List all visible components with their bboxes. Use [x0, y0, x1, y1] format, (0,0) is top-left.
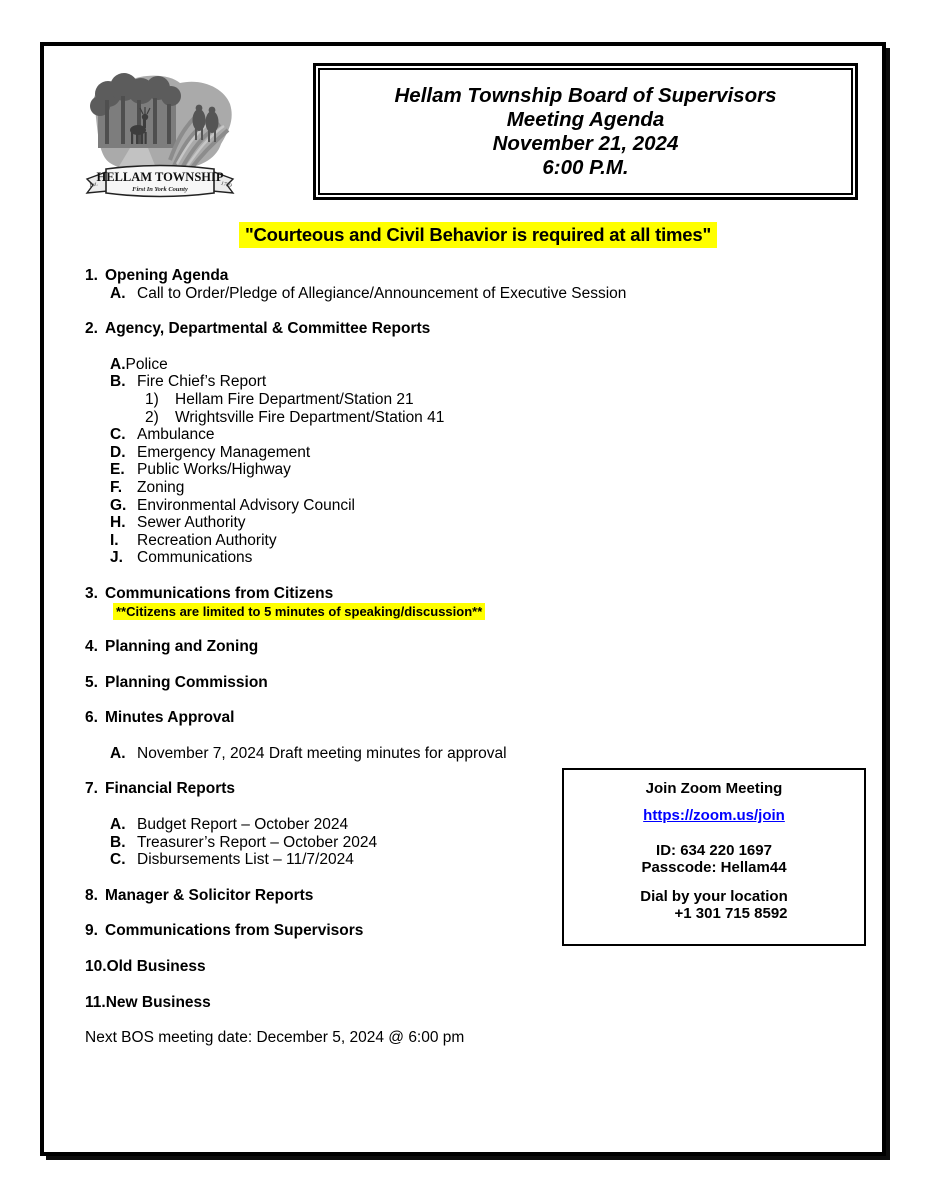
agenda-subitem	[110, 745, 645, 763]
page-border-frame	[40, 42, 886, 1156]
agenda-subitem-text: Ambulance	[137, 426, 215, 444]
zoom-panel-title: Join Zoom Meeting	[645, 780, 783, 797]
agenda-note-row	[113, 603, 645, 621]
agenda-subsubitem-text: Wrightsville Fire Department/Station 41	[175, 408, 445, 426]
agenda-item-title: Opening Agenda	[105, 267, 229, 284]
agenda-sublist	[85, 356, 645, 567]
agenda-item-number: 9.	[85, 922, 98, 940]
township-logo-image	[78, 68, 242, 214]
agenda-subitem	[110, 514, 645, 532]
agenda-subitem-label: B.	[110, 833, 126, 851]
agenda-subitem	[110, 479, 645, 497]
agenda-item-title: New Business	[105, 993, 211, 1011]
agenda-subitem	[110, 373, 645, 391]
agenda-subitem-label: E.	[110, 461, 125, 479]
agenda-item	[85, 585, 645, 603]
agenda-subitem-label: I.	[110, 531, 119, 549]
conduct-banner-row	[44, 222, 882, 248]
agenda-item	[85, 887, 645, 905]
agenda-subitem	[110, 444, 645, 462]
agenda-item-title: Planning and Zoning	[105, 638, 259, 656]
agenda-subitem	[110, 532, 645, 550]
zoom-link-row	[564, 807, 864, 824]
logo-est-year: 1739	[220, 180, 233, 190]
agenda-subitem-text: Environmental Advisory Council	[137, 496, 355, 514]
agenda-item	[85, 709, 645, 727]
agenda-subitem-label: B.	[110, 373, 126, 391]
agenda-item	[85, 320, 645, 338]
agenda-subitem-label: A.	[110, 744, 126, 762]
township-logo	[78, 68, 242, 214]
agenda-subitem-text: Sewer Authority	[137, 514, 246, 532]
agenda-subitem	[110, 461, 645, 479]
agenda-subitem-text: Treasurer’s Report – October 2024	[137, 833, 378, 851]
meeting-title-doc: Meeting Agenda	[506, 107, 665, 131]
agenda-subitem-label: H.	[110, 514, 126, 532]
agenda-subsubitem	[145, 391, 645, 409]
agenda-list	[85, 267, 645, 1047]
agenda-item	[85, 922, 645, 940]
meeting-title-time: 6:00 P.M.	[542, 155, 629, 179]
next-meeting-note: Next BOS meeting date: December 5, 2024 @ 6:00 pm	[85, 1029, 465, 1047]
agenda-subitem	[110, 549, 645, 567]
agenda-subitem	[110, 426, 645, 444]
agenda-item	[85, 674, 645, 692]
agenda-sublist	[85, 745, 645, 763]
agenda-subitem-label: C.	[110, 426, 126, 444]
logo-name-text: HELLAM TOWNSHIP	[96, 170, 224, 184]
agenda-subitem-label: A.	[110, 816, 126, 834]
meeting-title-org: Hellam Township Board of Supervisors	[394, 83, 777, 107]
agenda-subitem-text: Fire Chief’s Report	[137, 373, 267, 391]
agenda-item	[85, 780, 645, 798]
agenda-subitem-text: Recreation Authority	[137, 531, 277, 549]
agenda-subitem	[110, 285, 645, 303]
agenda-subitem-label: G.	[110, 496, 127, 514]
agenda-item	[85, 638, 645, 656]
agenda-item-number: 4.	[85, 638, 98, 656]
agenda-item-title: Old Business	[106, 958, 206, 976]
zoom-dial-phone: +1 301 715 8592	[674, 905, 788, 922]
agenda-subitem	[110, 356, 645, 374]
agenda-item-title: Planning Commission	[105, 673, 268, 691]
zoom-passcode: Passcode: Hellam44	[641, 859, 787, 876]
zoom-join-link[interactable]: https://zoom.us/join	[643, 807, 785, 824]
agenda-item-title: Communications from Supervisors	[105, 922, 364, 940]
agenda-subitem	[110, 497, 645, 515]
logo-tagline-text: First In York County	[132, 186, 188, 193]
zoom-dial-label: Dial by your location	[640, 888, 788, 905]
zoom-meeting-panel	[562, 768, 866, 946]
agenda-item-title: Minutes Approval	[105, 709, 235, 727]
agenda-subitem-label: J.	[110, 549, 123, 567]
agenda-subitem-text: Communications	[137, 549, 253, 567]
agenda-item-title: Communications from Citizens	[105, 584, 334, 602]
agenda-item-number: 11.	[85, 993, 106, 1011]
agenda-subitem-label: A.	[110, 355, 126, 373]
agenda-item-title: Agency, Departmental & Committee Reports	[105, 320, 431, 338]
agenda-subsubitem-label: 1)	[145, 390, 159, 408]
agenda-subitem-text: Public Works/Highway	[137, 461, 291, 479]
agenda-subsubitem	[145, 409, 645, 427]
agenda-item-title: Manager & Solicitor Reports	[105, 886, 314, 904]
agenda-item-number: 1.	[85, 267, 98, 284]
agenda-item	[85, 994, 645, 1012]
agenda-subitem-label: C.	[110, 851, 126, 869]
agenda-subitem-text: Police	[125, 355, 168, 373]
agenda-item	[85, 267, 645, 285]
conduct-banner-highlight: "Courteous and Civil Behavior is required at all times"	[239, 222, 717, 248]
agenda-sublist	[85, 816, 645, 869]
agenda-sublist	[85, 285, 645, 303]
agenda-item-number: 5.	[85, 673, 98, 691]
agenda-subitem-text: November 7, 2024 Draft meeting minutes for approval	[137, 744, 507, 762]
agenda-item-number: 3.	[85, 584, 98, 602]
zoom-meeting-id: ID: 634 220 1697	[656, 842, 772, 859]
agenda-subitem-label: F.	[110, 478, 123, 496]
agenda-subsubitem-text: Hellam Fire Department/Station 21	[175, 390, 414, 408]
agenda-item-number: 7.	[85, 780, 98, 798]
agenda-item-title: Financial Reports	[105, 780, 236, 798]
agenda-item-number: 6.	[85, 709, 98, 727]
agenda-item-number: 8.	[85, 886, 98, 904]
logo-ribbon	[87, 166, 233, 197]
agenda-subitem-label: D.	[110, 443, 126, 461]
agenda-note-highlight: **Citizens are limited to 5 minutes of speaking/discussion**	[113, 603, 485, 620]
agenda-item-number: 2.	[85, 320, 98, 338]
agenda-subitem-text: Budget Report – October 2024	[137, 816, 349, 834]
agenda-subsubitem-label: 2)	[145, 408, 159, 426]
meeting-title-box-inner	[318, 68, 853, 195]
meeting-title-date: November 21, 2024	[492, 131, 679, 155]
agenda-subitem-text: Zoning	[137, 478, 185, 496]
agenda-subitem-label: A.	[110, 284, 126, 302]
agenda-item-number: 10.	[85, 958, 107, 976]
agenda-item	[85, 958, 645, 976]
meeting-title-box	[313, 63, 858, 200]
agenda-subitem-text: Call to Order/Pledge of Allegiance/Announcement of Executive Session	[137, 284, 627, 302]
logo-est-label: Est.	[88, 181, 99, 189]
agenda-subitem-text: Disbursements List – 11/7/2024	[137, 851, 354, 869]
agenda-subitem-text: Emergency Management	[137, 443, 311, 461]
